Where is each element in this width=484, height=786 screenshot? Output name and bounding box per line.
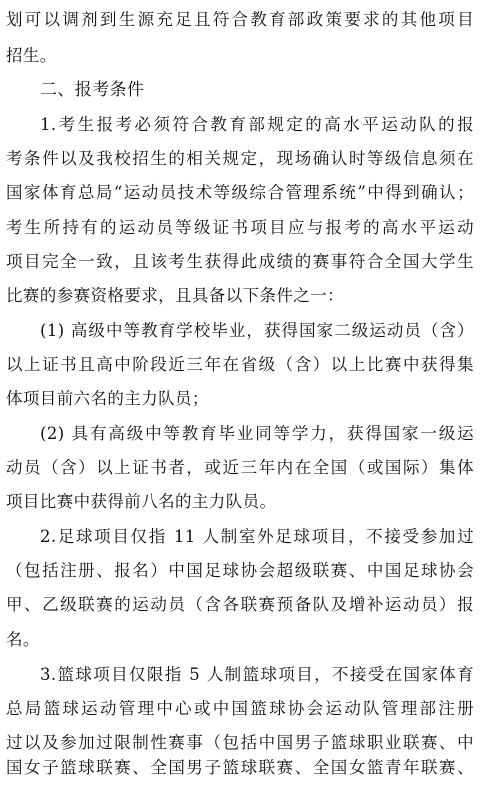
text-line-2: 招生。 [6,46,57,65]
text-line-11: 以上证书且高中阶段近三年在省级（含）以上比赛中获得集 [6,355,474,374]
text-line-7: 考生所持有的运动员等级证书项目应与报考的高水平运动 [6,218,474,237]
text-line-23: 国女子篮球联赛、全国男子篮球联赛、全国女篮青年联赛、 [6,758,474,777]
text-line-5: 考条件以及我校招生的相关规定，现场确认时等级信息须在 [6,149,474,168]
text-line-12: 体项目前六名的主力队员； [6,389,209,408]
text-line-14: 动员（含）以上证书者，或近三年内在全国（或国际）集体 [6,458,474,477]
text-line-20: 3.篮球项目仅限指 5 人制篮球项目，不接受在国家体育 [40,665,474,684]
text-line-19: 名。 [6,630,40,649]
text-line-8: 项目完全一致，且该考生获得此成绩的赛事符合全国大学生 [6,252,474,271]
text-line-18: 甲、乙级联赛的运动员（含各联赛预备队及增补运动员）报 [6,595,474,614]
text-line-21: 总局篮球运动管理中心或中国篮球协会运动队管理部注册 [6,699,474,718]
text-line-22: 过以及参加过限制性赛事（包括中国男子篮球职业联赛、中 [6,733,474,752]
text-line-10: (1) 高级中等教育学校毕业，获得国家二级运动员（含） [40,321,474,340]
text-line-15: 项目比赛中获得前八名的主力队员。 [6,492,277,511]
section-heading: 二、报考条件 [40,80,145,100]
text-line-4: 1.考生报考必须符合教育部规定的高水平运动队的报 [40,115,474,134]
text-line-17: （包括注册、报名）中国足球协会超级联赛、中国足球协会 [6,561,474,580]
text-line-16: 2.足球项目仅指 11 人制室外足球项目，不接受参加过 [40,527,474,546]
text-line-9: 比赛的参赛资格要求，且具备以下条件之一： [6,286,344,305]
text-line-1: 划可以调剂到生源充足且符合教育部政策要求的其他项目 [6,10,474,29]
text-line-13: (2) 具有高级中等教育毕业同等学力，获得国家一级运 [40,424,474,443]
text-line-6: 国家体育总局“运动员技术等级综合管理系统”中得到确认； [6,183,474,202]
